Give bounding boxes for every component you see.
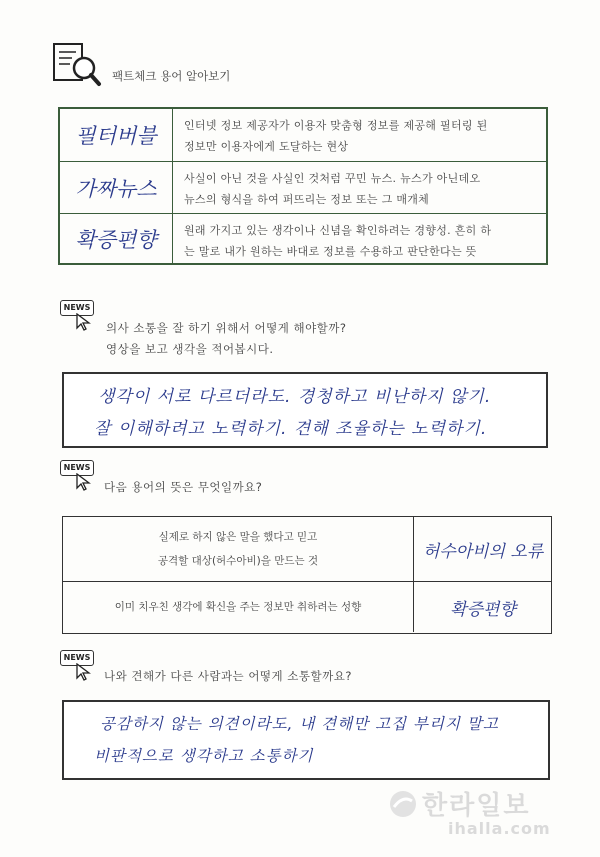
quiz-row bbox=[63, 582, 551, 632]
glossary-table bbox=[58, 107, 548, 265]
description-line: 공격할 대상(허수아비)을 만드는 것 bbox=[157, 555, 319, 567]
watermark-logo-icon bbox=[388, 789, 418, 819]
quiz-answer[interactable]: 허수아비의 오류 bbox=[422, 541, 544, 562]
description-line: 실제로 하지 않은 말을 했다고 믿고 bbox=[158, 531, 318, 543]
quiz-answer[interactable]: 확증편향 bbox=[450, 599, 516, 620]
question-3-text: 나와 견해가 다른 사람과는 어떻게 소통할까요? bbox=[104, 669, 352, 683]
definition-line: 뉴스의 형식을 하여 퍼뜨리는 정보 또는 그 매개체 bbox=[184, 193, 430, 206]
news-badge: NEWS bbox=[60, 650, 94, 666]
glossary-definition bbox=[184, 220, 538, 262]
handwritten-answer-line: 비판적으로 생각하고 소통하기 bbox=[94, 747, 314, 765]
news-cursor-icon bbox=[60, 300, 96, 330]
news-badge: NEWS bbox=[60, 300, 94, 316]
page-title: 팩트체크 용어 알아보기 bbox=[112, 69, 231, 83]
glossary-row bbox=[60, 109, 546, 161]
quiz-row bbox=[63, 517, 551, 582]
question-1-text bbox=[106, 318, 347, 360]
definition-line: 정보만 이용자에게 도달하는 현상 bbox=[184, 140, 349, 153]
glossary-term: 확증편향 bbox=[60, 214, 173, 264]
cursor-icon bbox=[76, 473, 92, 491]
definition-line: 사실이 아닌 것을 사실인 것처럼 꾸민 뉴스. 뉴스가 아닌데오 bbox=[184, 172, 481, 185]
glossary-definition bbox=[184, 168, 538, 210]
question-line: 영상을 보고 생각을 적어봅시다. bbox=[106, 342, 274, 356]
answer-box-3[interactable] bbox=[62, 700, 550, 780]
cursor-icon bbox=[76, 313, 92, 331]
glossary-definition bbox=[184, 115, 538, 157]
document-magnifier-icon bbox=[52, 42, 102, 88]
definition-line: 원래 가지고 있는 생각이나 신념을 확인하려는 경향성. 흔히 하 bbox=[184, 224, 492, 237]
handwritten-answer-line: 잘 이해하려고 노력하기. 견해 조율하는 노력하기. bbox=[94, 419, 488, 439]
news-cursor-icon bbox=[60, 650, 96, 680]
publisher-watermark bbox=[388, 783, 558, 843]
definition-line: 는 말로 내가 원하는 바대로 정보를 수용하고 판단한다는 뜻 bbox=[184, 245, 477, 258]
question-2-text: 다음 용어의 뜻은 무엇일까요? bbox=[104, 480, 263, 494]
cursor-icon bbox=[76, 663, 92, 681]
definition-line: 인터넷 정보 제공자가 이용자 맞춤형 정보를 제공해 필터링 된 bbox=[184, 119, 488, 132]
term-quiz-table bbox=[62, 516, 552, 634]
quiz-description bbox=[63, 582, 414, 632]
glossary-row bbox=[60, 213, 546, 264]
watermark-site: ihalla.com bbox=[448, 819, 551, 838]
question-line: 의사 소통을 잘 하기 위해서 어떻게 해야할까? bbox=[106, 321, 347, 335]
news-cursor-icon bbox=[60, 460, 96, 490]
glossary-term: 필터버블 bbox=[60, 109, 173, 161]
description-line: 이미 치우친 생각에 확신을 주는 정보만 취하려는 성향 bbox=[114, 601, 362, 613]
handwritten-answer-line: 공감하지 않는 의견이라도, 내 견해만 고집 부리지 말고 bbox=[100, 715, 499, 733]
glossary-term: 가짜뉴스 bbox=[60, 162, 173, 214]
answer-box-1[interactable] bbox=[62, 372, 548, 448]
news-badge: NEWS bbox=[60, 460, 94, 476]
glossary-row bbox=[60, 161, 546, 214]
handwritten-answer-line: 생각이 서로 다르더라도. 경청하고 비난하지 않기. bbox=[98, 387, 492, 407]
quiz-description bbox=[63, 517, 414, 581]
watermark-brand: 한라일보 bbox=[422, 791, 531, 821]
